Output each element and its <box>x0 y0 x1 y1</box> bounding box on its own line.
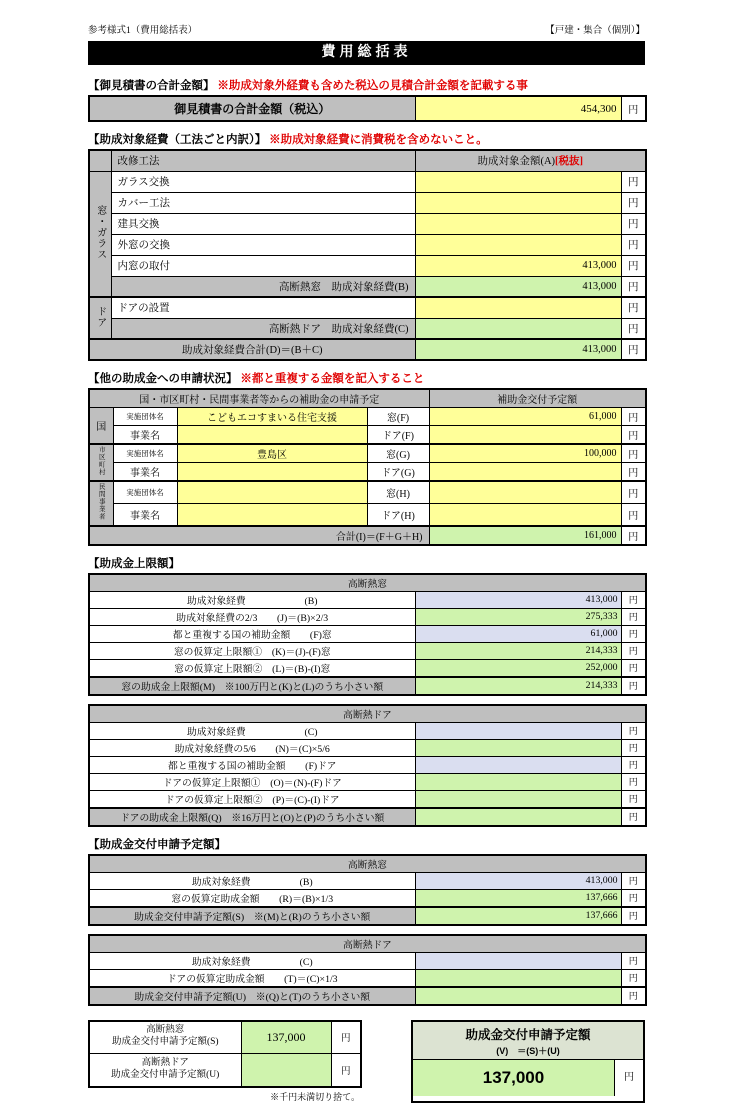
door-application-title: 高断熱ドア <box>89 935 646 953</box>
method-column-header: 改修工法 <box>111 150 415 171</box>
window-amount-input[interactable]: 61,000 <box>429 408 621 426</box>
other-subsidy-heading: 【他の助成金への申請状況】 <box>88 373 238 385</box>
unit-label: 円 <box>621 318 646 339</box>
grand-total-box <box>411 1020 645 1103</box>
method-label: カバー工法 <box>111 192 415 213</box>
table-row <box>89 408 646 426</box>
table-row <box>89 171 646 192</box>
method-label: 外窓の交換 <box>111 234 415 255</box>
door-limit-title: 高断熱ドア <box>89 705 646 723</box>
cost-heading: 【助成対象経費（工法ごと内訳）】 <box>88 134 267 146</box>
organization-field-label: 実施団体名 <box>113 444 177 463</box>
unit-label: 円 <box>621 608 646 625</box>
organization-input[interactable]: 豊島区 <box>177 444 367 463</box>
cost-total-label: 助成対象経費合計(D)＝(B＋C) <box>89 339 415 360</box>
grand-total-title: 助成金交付申請予定額 <box>465 1027 591 1042</box>
organization-input[interactable]: こどもエコすまいる住宅支援 <box>177 408 367 426</box>
table-row <box>89 297 646 318</box>
window-application-title: 高断熱窓 <box>89 855 646 873</box>
page-meta <box>88 22 645 36</box>
unit-label: 円 <box>621 722 646 739</box>
table-row <box>89 503 646 525</box>
unit-label: 円 <box>621 677 646 695</box>
page-title: 費用総括表 <box>88 41 645 65</box>
grand-total-value: 137,000 <box>413 1060 614 1096</box>
method-label: 建具交換 <box>111 213 415 234</box>
door-limit-result-row: ドアの助成金上限額(Q) ※16万円と(O)と(P)のうち小さい額 円 <box>89 808 646 826</box>
table-row: 都と重複する国の補助金額 (F)窓 61,000 円 <box>89 625 646 642</box>
table-row <box>89 96 646 121</box>
door-subtotal-label: 高断熱ドア 助成対象経費(C) <box>111 318 415 339</box>
summary-table <box>88 1020 362 1088</box>
amount-input-cell[interactable] <box>415 213 621 234</box>
unit-label: 円 <box>621 444 646 463</box>
door-amount-input[interactable] <box>429 426 621 445</box>
unit-label: 円 <box>621 171 646 192</box>
unit-label: 円 <box>621 952 646 969</box>
table-header-row <box>89 574 646 592</box>
door-key-label: ドア(G) <box>367 463 429 482</box>
summary-left <box>88 1020 362 1103</box>
unit-label: 円 <box>621 192 646 213</box>
window-summary-value: 137,000 <box>241 1021 331 1054</box>
project-input[interactable] <box>177 426 367 445</box>
national-group-label: 国 <box>89 408 113 445</box>
window-amount-input[interactable]: 100,000 <box>429 444 621 463</box>
window-summary-row <box>89 1021 361 1054</box>
table-row <box>89 255 646 276</box>
amount-input-cell[interactable] <box>415 171 621 192</box>
other-subsidy-total-row <box>89 526 646 545</box>
estimate-table <box>88 95 647 122</box>
project-field-label: 事業名 <box>113 503 177 525</box>
project-field-label: 事業名 <box>113 426 177 445</box>
door-application-table <box>88 934 647 1006</box>
unit-label: 円 <box>621 481 646 503</box>
door-summary-label: 高断熱ドア 助成金交付申請予定額(U) <box>89 1054 241 1087</box>
unit-label: 円 <box>621 234 646 255</box>
cost-section-heading <box>88 131 645 147</box>
other-subsidy-total-label: 合計(I)＝(F＋G＋H) <box>89 526 429 545</box>
other-subsidy-table <box>88 388 647 546</box>
table-row <box>89 426 646 445</box>
table-row: 助成対象経費 (C) 円 <box>89 722 646 739</box>
summary-section <box>88 1020 645 1103</box>
unit-label: 円 <box>621 739 646 756</box>
table-row <box>89 481 646 503</box>
unit-label: 円 <box>621 526 646 545</box>
table-row: ドアの仮算定上限額① (O)＝(N)-(F)ドア 円 <box>89 773 646 790</box>
eligible-cost-table <box>88 149 647 361</box>
door-group-label: ドア <box>89 297 111 339</box>
amount-input-cell[interactable] <box>415 297 621 318</box>
table-row <box>89 463 646 482</box>
unit-label: 円 <box>621 276 646 297</box>
unit-label: 円 <box>621 297 646 318</box>
estimate-note: ※助成対象外経費も含めた税込の見積合計金額を記載する事 <box>217 80 528 92</box>
unit-label: 円 <box>614 1060 643 1096</box>
corner-cell <box>89 150 111 171</box>
window-amount-input[interactable] <box>429 481 621 503</box>
amount-input-cell[interactable] <box>415 192 621 213</box>
window-key-label: 窓(F) <box>367 408 429 426</box>
amount-input-cell[interactable]: 413,000 <box>415 255 621 276</box>
unit-label: 円 <box>621 659 646 677</box>
estimate-heading: 【御見積書の合計金額】 <box>88 80 215 92</box>
table-row: 助成対象経費 (B) 413,000 円 <box>89 591 646 608</box>
table-header-row <box>89 389 646 408</box>
unit-label: 円 <box>621 907 646 925</box>
door-application-result-row: 助成金交付申請予定額(U) ※(Q)と(T)のうち小さい額 円 <box>89 987 646 1005</box>
unit-label: 円 <box>621 213 646 234</box>
door-subtotal-value <box>415 318 621 339</box>
window-key-label: 窓(G) <box>367 444 429 463</box>
method-label: ドアの設置 <box>111 297 415 318</box>
unit-label: 円 <box>621 96 646 121</box>
unit-label: 円 <box>621 790 646 808</box>
unit-label: 円 <box>621 987 646 1005</box>
window-limit-result-row: 窓の助成金上限額(M) ※100万円と(K)と(L)のうち小さい額 214,333 円 <box>89 677 646 695</box>
window-application-table <box>88 854 647 926</box>
form-reference: 参考様式1（費用総括表） <box>88 26 198 36</box>
grand-total-header <box>413 1022 643 1060</box>
table-row: 助成対象経費の2/3 (J)＝(B)×2/3 275,333 円 <box>89 608 646 625</box>
unit-label: 円 <box>621 255 646 276</box>
method-label: 内窓の取付 <box>111 255 415 276</box>
table-row: 助成対象経費の5/6 (N)＝(C)×5/6 円 <box>89 739 646 756</box>
cost-total-value: 413,000 <box>415 339 621 360</box>
project-input[interactable] <box>177 463 367 482</box>
unit-label: 円 <box>621 591 646 608</box>
unit-label: 円 <box>331 1021 361 1054</box>
table-row: ドアの仮算定助成金額 (T)＝(C)×1/3 円 <box>89 969 646 987</box>
door-amount-input[interactable] <box>429 503 621 525</box>
window-subtotal-row <box>89 276 646 297</box>
amount-column-header: 助成対象金額(A)[税抜] <box>415 150 646 171</box>
door-summary-row <box>89 1054 361 1087</box>
table-header-row <box>89 150 646 171</box>
window-limit-title: 高断熱窓 <box>89 574 646 592</box>
table-row <box>89 444 646 463</box>
table-row: 助成対象経費 (B) 413,000 円 <box>89 872 646 889</box>
table-header-row <box>89 855 646 873</box>
table-row: 都と重複する国の補助金額 (F)ドア 円 <box>89 756 646 773</box>
other-subsidy-total-value: 161,000 <box>429 526 621 545</box>
organization-input[interactable] <box>177 481 367 503</box>
application-column-header: 国・市区町村・民間事業者等からの補助金の申請予定 <box>89 389 429 408</box>
municipality-group-label: 市区町村 <box>89 444 113 481</box>
table-row: 窓の仮算定上限額① (K)＝(J)-(F)窓 214,333 円 <box>89 642 646 659</box>
unit-label: 円 <box>621 872 646 889</box>
unit-label: 円 <box>621 408 646 426</box>
window-key-label: 窓(H) <box>367 481 429 503</box>
window-application-result-row: 助成金交付申請予定額(S) ※(M)と(R)のうち小さい額 137,666 円 <box>89 907 646 925</box>
grand-total-value-row <box>413 1060 643 1096</box>
unit-label: 円 <box>621 642 646 659</box>
private-business-group-label: 民間事業者 <box>89 481 113 526</box>
limit-section-heading: 【助成金上限額】 <box>88 557 180 570</box>
window-limit-table <box>88 573 647 696</box>
door-summary-value <box>241 1054 331 1087</box>
table-row <box>89 234 646 255</box>
table-row <box>89 213 646 234</box>
application-section-heading: 【助成金交付申請予定額】 <box>88 838 226 851</box>
unit-label: 円 <box>621 503 646 525</box>
table-row: 助成対象経費 (C) 円 <box>89 952 646 969</box>
grand-total-formula: (V) ＝(S)＋(U) <box>496 1045 560 1056</box>
window-glass-group-label: 窓・ガラス <box>89 171 111 297</box>
rounding-note: ※千円未満切り捨て。 <box>270 1091 360 1102</box>
table-row: ドアの仮算定上限額② (P)＝(C)-(I)ドア 円 <box>89 790 646 808</box>
unit-label: 円 <box>621 808 646 826</box>
tax-exclusive-tag: [税抜] <box>555 156 584 168</box>
unit-label: 円 <box>621 756 646 773</box>
door-key-label: ドア(H) <box>367 503 429 525</box>
window-subtotal-value: 413,000 <box>415 276 621 297</box>
other-subsidy-section-heading <box>88 370 645 386</box>
cost-total-row <box>89 339 646 360</box>
door-limit-table <box>88 704 647 827</box>
door-key-label: ドア(F) <box>367 426 429 445</box>
organization-field-label: 実施団体名 <box>113 481 177 503</box>
table-header-row <box>89 935 646 953</box>
project-input[interactable] <box>177 503 367 525</box>
door-subtotal-row <box>89 318 646 339</box>
amount-input-cell[interactable] <box>415 234 621 255</box>
unit-label: 円 <box>621 969 646 987</box>
window-summary-label: 高断熱窓 助成金交付申請予定額(S) <box>89 1021 241 1054</box>
cost-note: ※助成対象経費に消費税を含めないこと。 <box>269 134 488 146</box>
method-label: ガラス交換 <box>111 171 415 192</box>
window-subtotal-label: 高断熱窓 助成対象経費(B) <box>111 276 415 297</box>
door-amount-input[interactable] <box>429 463 621 482</box>
planned-amount-column-header: 補助金交付予定額 <box>429 389 646 408</box>
unit-label: 円 <box>621 463 646 482</box>
unit-label: 円 <box>621 625 646 642</box>
unit-label: 円 <box>331 1054 361 1087</box>
table-row <box>89 192 646 213</box>
table-row: 窓の仮算定上限額② (L)＝(B)-(I)窓 252,000 円 <box>89 659 646 677</box>
unit-label: 円 <box>621 339 646 360</box>
building-type-label: 【戸建・集合（個別）】 <box>545 26 645 36</box>
other-subsidy-note: ※都と重複する金額を記入すること <box>240 373 425 385</box>
unit-label: 円 <box>621 426 646 445</box>
unit-label: 円 <box>621 773 646 790</box>
estimate-label: 御見積書の合計金額（税込） <box>89 96 415 121</box>
project-field-label: 事業名 <box>113 463 177 482</box>
estimate-section-heading <box>88 77 645 93</box>
unit-label: 円 <box>621 889 646 907</box>
table-row: 窓の仮算定助成金額 (R)＝(B)×1/3 137,666 円 <box>89 889 646 907</box>
estimate-value-cell[interactable]: 454,300 <box>415 96 621 121</box>
organization-field-label: 実施団体名 <box>113 408 177 426</box>
table-header-row <box>89 705 646 723</box>
